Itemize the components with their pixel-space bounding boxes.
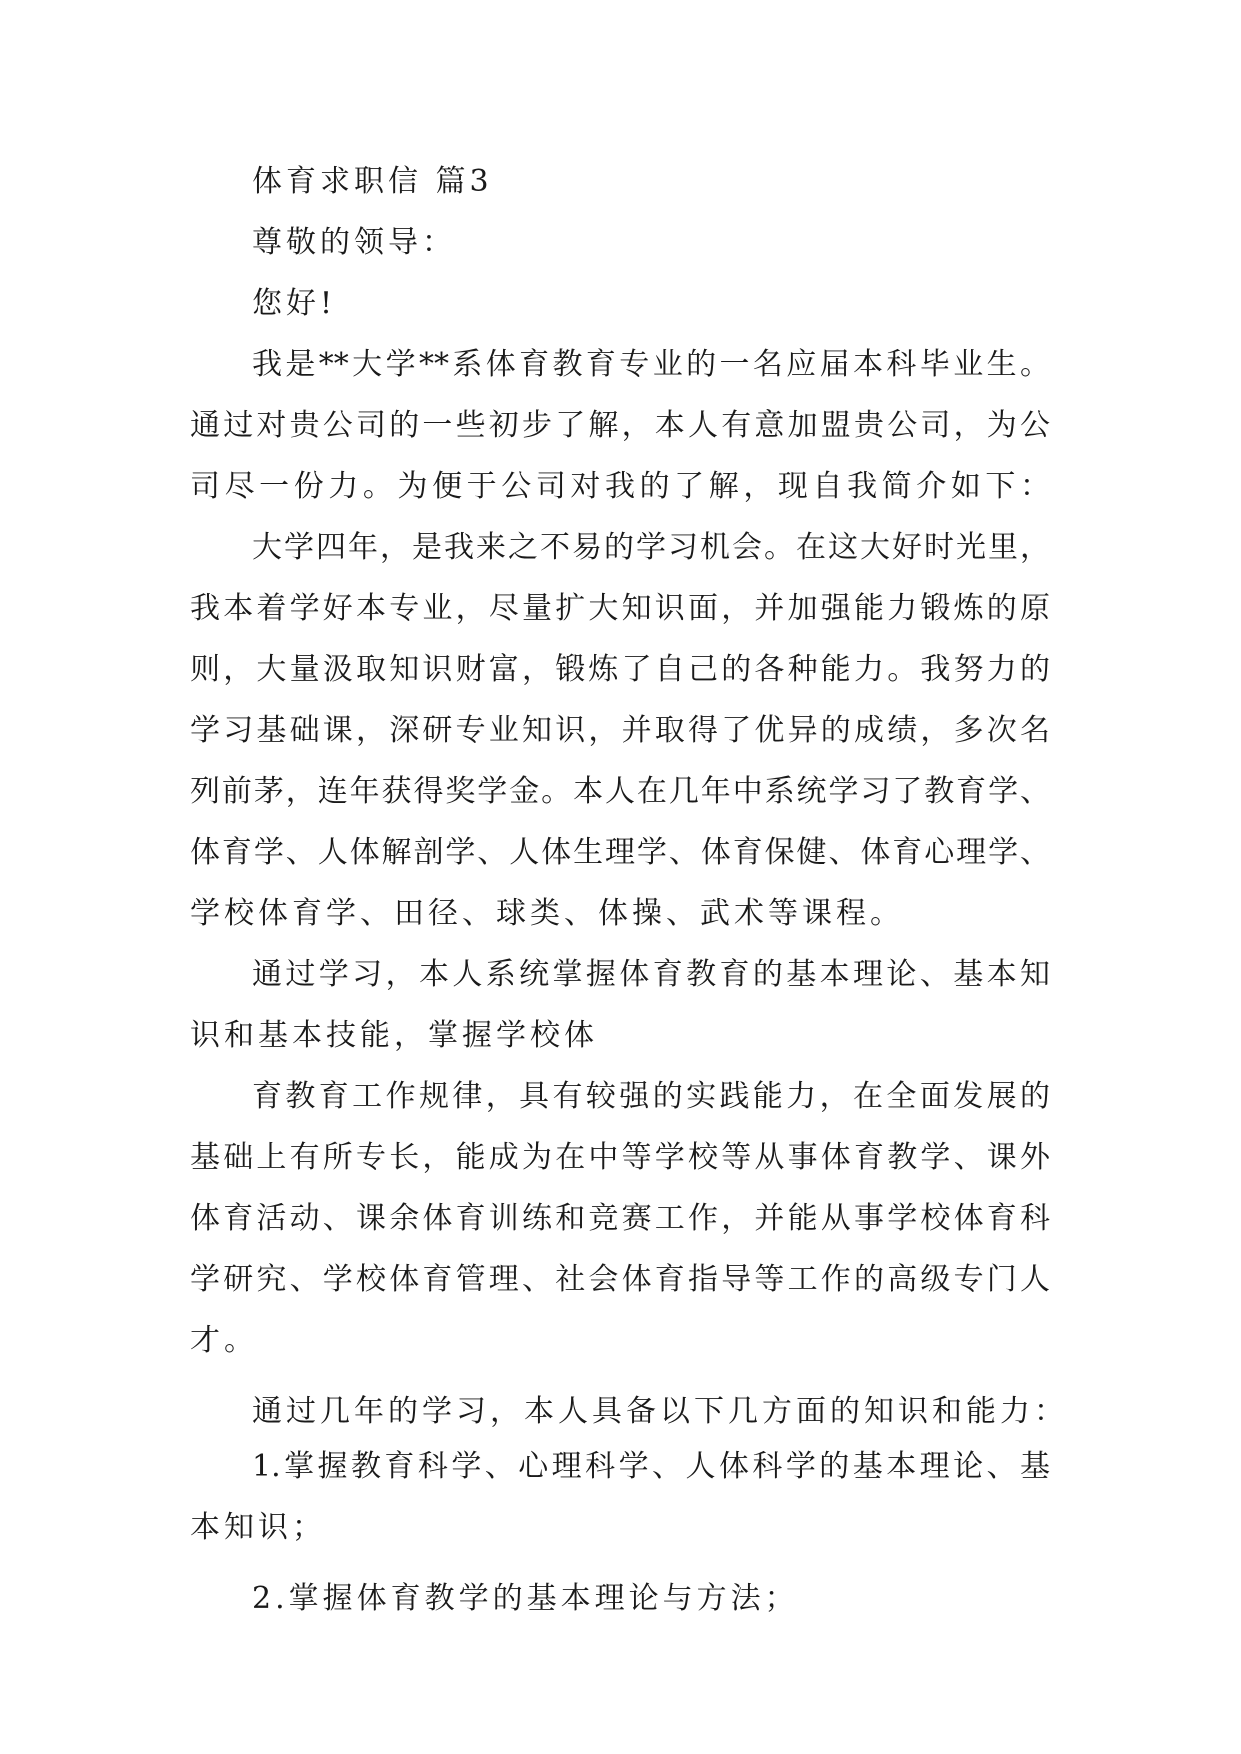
paragraph-line: 则，大量汲取知识财富，锻炼了自己的各种能力。我努力的 [190, 652, 1050, 687]
paragraph-line: 学校体育学、田径、球类、体操、武术等课程。 [190, 896, 904, 931]
paragraph-line: 识和基本技能，掌握学校体 [190, 1018, 598, 1053]
paragraph-line: 才。 [190, 1323, 258, 1358]
paragraph-line: 列前茅，连年获得奖学金。本人在几年中系统学习了教育学、 [190, 774, 1050, 809]
list-item-line: 2.掌握体育教学的基本理论与方法； [252, 1581, 799, 1616]
paragraph-line: 大学四年，是我来之不易的学习机会。在这大好时光里， [252, 530, 1050, 565]
salutation: 尊敬的领导： [252, 225, 456, 260]
document-title: 体育求职信 篇3 [252, 164, 493, 199]
paragraph-line: 学习基础课，深研专业知识，并取得了优异的成绩，多次名 [190, 713, 1050, 748]
paragraph-line: 学研究、学校体育管理、社会体育指导等工作的高级专门人 [190, 1262, 1050, 1297]
paragraph-line: 通过几年的学习，本人具备以下几方面的知识和能力： [252, 1394, 1068, 1429]
paragraph-line: 司尽一份力。为便于公司对我的了解，现自我简介如下： [190, 469, 1050, 504]
greeting: 您好! [252, 286, 337, 321]
paragraph-line: 通过对贵公司的一些初步了解，本人有意加盟贵公司，为公 [190, 408, 1050, 443]
list-item-line: 本知识； [190, 1510, 326, 1545]
paragraph-line: 我本着学好本专业，尽量扩大知识面，并加强能力锻炼的原 [190, 591, 1050, 626]
paragraph-line: 通过学习，本人系统掌握体育教育的基本理论、基本知 [252, 957, 1050, 992]
paragraph-line: 育教育工作规律，具有较强的实践能力，在全面发展的 [252, 1079, 1050, 1114]
list-item-line: 1.掌握教育科学、心理科学、人体科学的基本理论、基 [252, 1449, 1050, 1484]
paragraph-line: 我是**大学**系体育教育专业的一名应届本科毕业生。 [252, 347, 1050, 382]
document-page [190, 162, 1068, 1640]
paragraph-line: 体育活动、课余体育训练和竞赛工作，并能从事学校体育科 [190, 1201, 1050, 1236]
paragraph-line: 基础上有所专长，能成为在中等学校等从事体育教学、课外 [190, 1140, 1050, 1175]
paragraph-line: 体育学、人体解剖学、人体生理学、体育保健、体育心理学、 [190, 835, 1050, 870]
